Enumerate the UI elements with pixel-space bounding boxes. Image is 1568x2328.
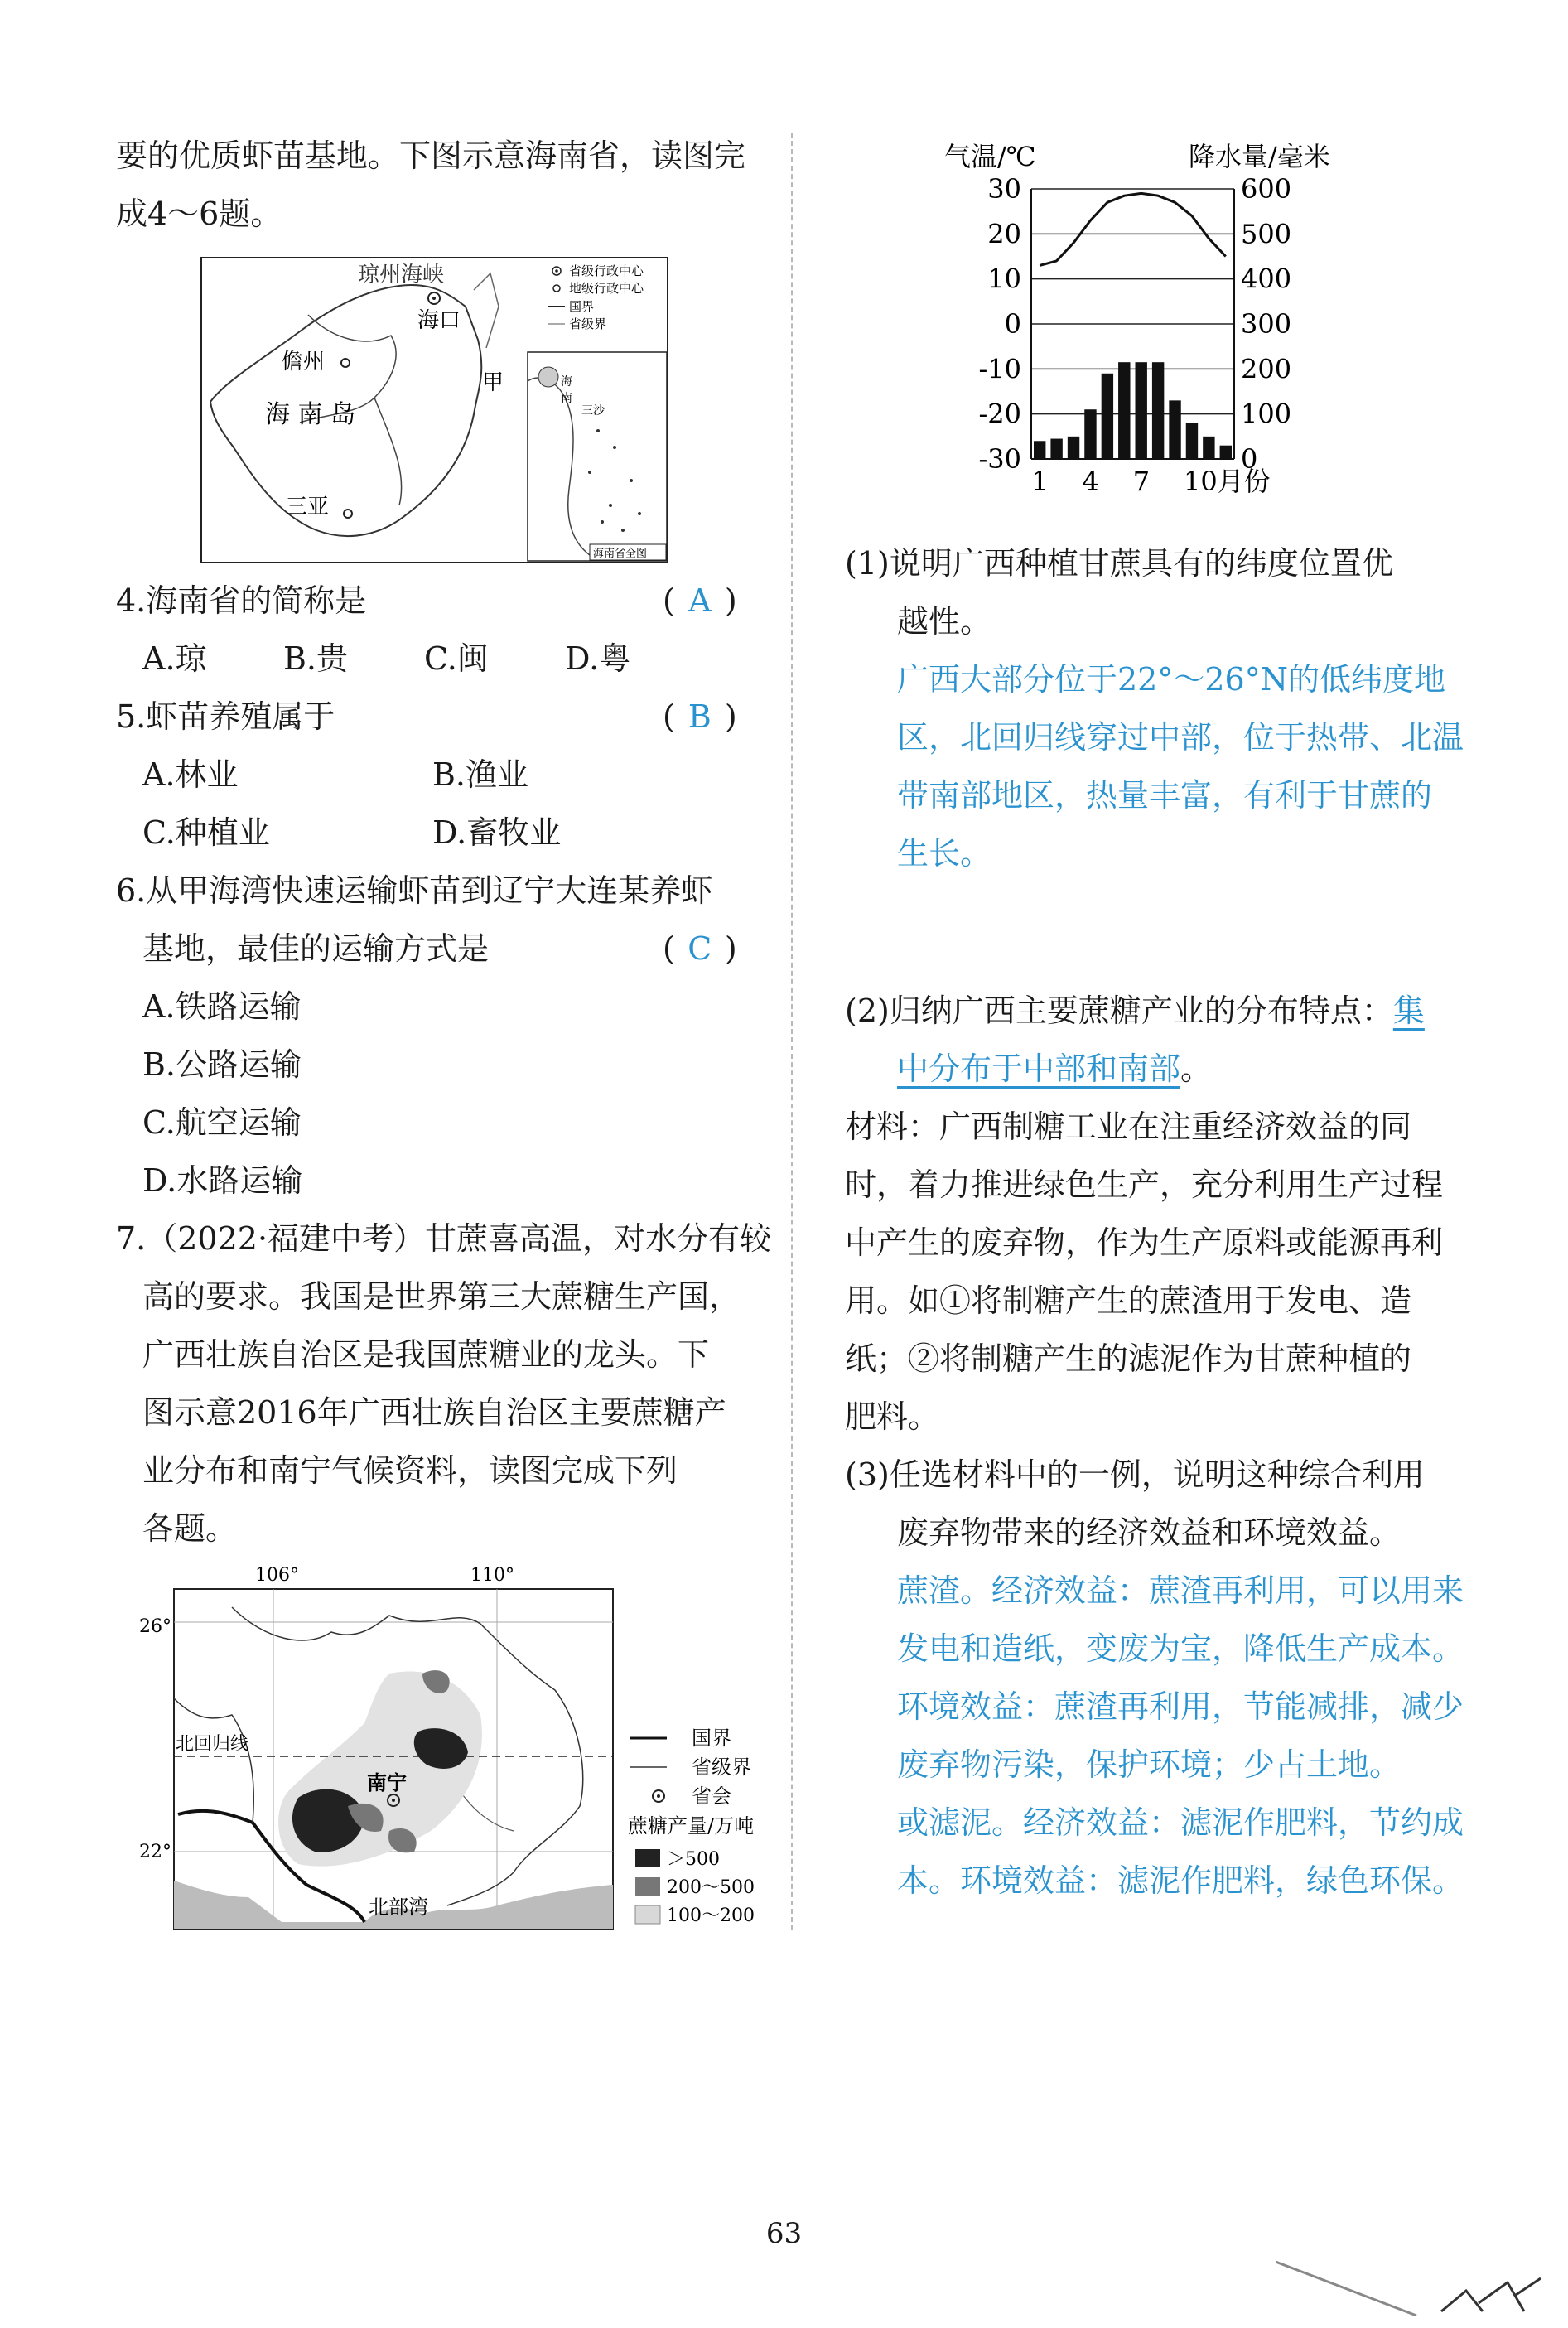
inset-label-sansha: 三沙 (581, 404, 605, 418)
chart-ytick-right: 400 (1241, 263, 1292, 295)
q1-answer-line-1: 广西大部分位于22°～26°N的低纬度地 (897, 661, 1445, 698)
material-line-3: 中产生的废弃物，作为生产原料或能源再利 (845, 1224, 1444, 1261)
q4-stem: 4.海南省的简称是 (116, 582, 367, 619)
q7-line-5: 业分布和南宁气候资料，读图完成下列 (142, 1452, 678, 1489)
q1-answer-line-3: 带南部地区，热量丰富，有利于甘蔗的 (897, 777, 1433, 814)
chart-ylabel-left: 气温/℃ (944, 141, 1036, 172)
q6-stem-line-2: 基地，最佳的运输方式是 (142, 930, 490, 967)
q7-line-2: 高的要求。我国是世界第三大蔗糖生产国， (142, 1278, 741, 1315)
precip-bar (1102, 374, 1113, 459)
q3-stem-line-1: (3)任选材料中的一例，说明这种综合利用 (845, 1456, 1425, 1493)
temperature-line (1040, 193, 1226, 265)
precip-bar (1203, 437, 1214, 459)
legend-national-border: 国界 (692, 1727, 731, 1750)
material-line-5: 纸；②将制糖产生的滤泥作为甘蔗种植的 (845, 1340, 1412, 1377)
q4-option-d: D.粤 (565, 640, 631, 677)
legend-provincial-border: 省级界 (569, 316, 607, 331)
legend-national-border: 国界 (569, 299, 595, 314)
chart-ylabel-right: 降水量/毫米 (1189, 141, 1330, 172)
q6-bracket: ( C ) (663, 920, 737, 978)
chart-xtick: 10月份 (1183, 466, 1271, 497)
precip-bar (1220, 446, 1232, 459)
q5-option-b: B.渔业 (432, 756, 529, 793)
chart-bars (1034, 362, 1232, 459)
q4-answer: A (688, 582, 712, 619)
chart-ytick-right: 300 (1241, 308, 1292, 340)
q6-stem-line-1: 6.从甲海湾快速运输虾苗到辽宁大连某养虾 (116, 872, 713, 909)
q2-stem-text: (2)归纳广西主要蔗糖产业的分布特点： (845, 993, 1393, 1029)
chart-ytick-right: 500 (1241, 218, 1292, 250)
legend-capital: 省会 (692, 1785, 731, 1808)
chart-ytick-left: 20 (987, 218, 1021, 250)
q4-bracket: ( A ) (663, 572, 737, 630)
precip-bar (1186, 423, 1198, 459)
q5-stem: 5.虾苗养殖属于 (116, 698, 335, 735)
q3-answer-line-4: 废弃物污染，保护环境；少占土地。 (897, 1746, 1402, 1783)
q3-answer-line-1: 蔗渣。经济效益：蔗渣再利用，可以用来 (897, 1572, 1464, 1609)
chart-line (1040, 193, 1226, 265)
precip-bar (1169, 400, 1180, 459)
q5-option-c: C.种植业 (142, 814, 270, 851)
chart-ytick-right: 200 (1241, 353, 1292, 385)
chart-ytick-left: -20 (978, 398, 1021, 430)
inset-label-hai: 海 (561, 375, 572, 389)
q2-end: 。 (1180, 1050, 1213, 1087)
q6-option-c: C.航空运输 (142, 1104, 302, 1141)
strait-label: 琼州海峡 (358, 263, 445, 287)
legend-level-low: 100～200 (667, 1905, 755, 1926)
q7-line-6: 各题。 (142, 1510, 238, 1547)
q5-answer: B (688, 698, 712, 735)
inset-label-nan: 南 (561, 392, 572, 405)
chart-xtick: 1 (1031, 466, 1049, 497)
precip-bar (1034, 441, 1045, 459)
q4-option-a: A.琼 (142, 640, 207, 677)
haikou-label: 海口 (417, 308, 461, 333)
lat-22-label: 22° (139, 1842, 171, 1862)
legend-provincial-center: 省级行政中心 (569, 263, 644, 278)
guangxi-map (116, 1558, 795, 1939)
danzhou-label: 儋州 (282, 350, 326, 374)
precip-bar (1084, 409, 1096, 459)
chart-ytick-left: -30 (978, 443, 1021, 475)
tropic-label: 北回归线 (176, 1734, 249, 1755)
inset-title: 海南省全图 (593, 548, 648, 560)
q4-option-b: B.贵 (283, 640, 349, 677)
jia-label: 甲 (482, 370, 504, 395)
chart-ytick-right: 100 (1241, 398, 1292, 430)
chart-ytick-left: 0 (1004, 308, 1021, 340)
q6-option-a: A.铁路运输 (142, 988, 302, 1025)
lon-110-label: 110° (470, 1565, 514, 1586)
legend-provincial-border: 省级界 (692, 1756, 751, 1779)
legend-level-mid: 200～500 (667, 1877, 755, 1898)
corner-decoration (1276, 2253, 1557, 2320)
material-line-1: 材料：广西制糖工业在注重经济效益的同 (845, 1108, 1412, 1145)
chart-xtick: 7 (1132, 466, 1151, 497)
q6-option-d: D.水路运输 (142, 1162, 303, 1199)
q6-option-b: B.公路运输 (142, 1046, 302, 1083)
q2-answer-line-2 (897, 1040, 1212, 1098)
q3-answer-line-3: 环境效益：蔗渣再利用，节能减排，减少 (897, 1688, 1464, 1725)
q1-stem-line-2: 越性。 (897, 603, 992, 640)
nanning-label: 南宁 (367, 1770, 407, 1794)
chart-ytick-left: -10 (978, 353, 1021, 385)
material-line-4: 用。如①将制糖产生的蔗渣用于发电、造 (845, 1282, 1412, 1319)
precip-bar (1118, 362, 1130, 459)
beibu-bay-label: 北部湾 (369, 1896, 428, 1919)
precip-bar (1136, 362, 1147, 459)
q1-answer-line-4: 生长。 (897, 835, 992, 872)
q3-stem-line-2: 废弃物带来的经济效益和环境效益。 (897, 1514, 1402, 1551)
q1-answer-line-2: 区，北回归线穿过中部，位于热带、北温 (897, 719, 1464, 756)
material-line-2: 时，着力推进绿色生产，充分利用生产过程 (845, 1166, 1444, 1203)
guangxi-legend (628, 1727, 755, 1926)
q3-answer-line-6: 本。环境效益：滤泥作肥料，绿色环保。 (897, 1862, 1464, 1899)
legend-level-high: ＞500 (667, 1849, 720, 1870)
chart-ytick-right: 0 (1241, 443, 1258, 475)
q2-answer-part-2: 中分布于中部和南部 (897, 1050, 1181, 1087)
precip-bar (1050, 439, 1062, 459)
q5-bracket: ( B ) (663, 688, 737, 746)
precip-bar (1068, 437, 1079, 459)
island-label: 海 南 岛 (265, 400, 356, 429)
q6-answer: C (688, 930, 712, 967)
q5-option-a: A.林业 (142, 756, 239, 793)
q7-line-3: 广西壮族自治区是我国蔗糖业的龙头。下 (142, 1336, 710, 1373)
lon-106-label: 106° (255, 1565, 299, 1586)
lat-26-label: 26° (139, 1616, 171, 1637)
column-divider (791, 133, 793, 1930)
q2-answer-part-1: 集 (1392, 993, 1425, 1029)
q5-option-d: D.畜牧业 (432, 814, 562, 851)
chart-ytick-right: 600 (1241, 173, 1292, 205)
precip-bar (1152, 362, 1164, 459)
chart-ticks (978, 173, 1291, 497)
legend-title: 蔗糖产量/万吨 (628, 1814, 755, 1838)
intro-line-1: 要的优质虾苗基地。下图示意海南省，读图完 (116, 138, 746, 174)
sanya-label: 三亚 (286, 495, 330, 519)
material-line-6: 肥料。 (845, 1398, 940, 1435)
q3-answer-line-5: 或滤泥。经济效益：滤泥作肥料，节约成 (897, 1804, 1464, 1841)
q3-answer-line-2: 发电和造纸，变废为宝，降低生产成本。 (897, 1630, 1464, 1667)
chart-xtick: 4 (1082, 466, 1099, 497)
intro-line-2: 成4～6题。 (116, 196, 282, 232)
q2-stem (845, 982, 1425, 1040)
q7-line-1: 7.（2022·福建中考）甘蔗喜高温，对水分有较 (116, 1220, 772, 1257)
hainan-inset-map (528, 352, 667, 561)
chart-grid (1031, 189, 1234, 459)
q1-stem-line-1: (1)说明广西种植甘蔗具有的纬度位置优 (845, 545, 1393, 582)
q7-line-4: 图示意2016年广西壮族自治区主要蔗糖产 (142, 1394, 726, 1431)
climate-chart (911, 133, 1375, 539)
chart-ytick-left: 10 (987, 263, 1021, 295)
page-number: 63 (765, 2217, 803, 2250)
hainan-map (200, 257, 668, 563)
q4-option-c: C.闽 (424, 640, 489, 677)
legend-prefecture-center: 地级行政中心 (569, 281, 644, 296)
chart-ytick-left: 30 (987, 173, 1021, 205)
